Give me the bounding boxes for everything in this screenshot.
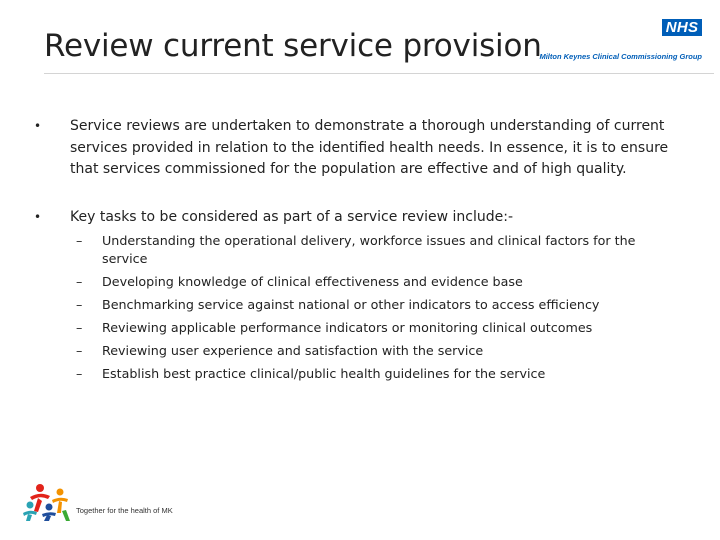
sub-bullet-item (76, 296, 682, 314)
bullet-marker: • (34, 210, 42, 224)
sub-bullet-text: Reviewing applicable performance indicators or monitoring clinical outcomes (102, 320, 593, 335)
sub-bullet-item (76, 273, 682, 291)
sub-bullet-item (76, 232, 682, 268)
people-figures-logo-icon (22, 483, 72, 521)
organisation-name: Milton Keynes Clinical Commissioning Group (539, 52, 702, 61)
dash-marker: – (76, 320, 83, 335)
sub-bullet-list (76, 232, 682, 388)
dash-marker: – (76, 297, 83, 312)
dash-marker: – (76, 343, 83, 358)
dash-marker: – (76, 274, 83, 289)
sub-bullet-text: Benchmarking service against national or other indicators to access efficiency (102, 297, 600, 312)
bullet-item (34, 207, 670, 229)
sub-bullet-text: Establish best practice clinical/public health guidelines for the service (102, 366, 546, 381)
sub-bullet-text: Reviewing user experience and satisfaction with the service (102, 343, 484, 358)
bullet-marker: • (34, 119, 42, 133)
dash-marker: – (76, 366, 83, 381)
bullet-item (34, 116, 670, 181)
bullet-text: Key tasks to be considered as part of a service review include:- (70, 209, 514, 225)
slide-title: Review current service provision (44, 28, 542, 64)
nhs-logo: NHS (662, 19, 702, 36)
dash-marker: – (76, 233, 83, 248)
sub-bullet-item (76, 365, 682, 383)
bullet-text: Service reviews are undertaken to demonstrate a thorough understanding of current services provided in relation to the identified health needs. In essence, it is to ensure that services commissioned for the population are effective and of high quality. (70, 118, 669, 177)
footer-tagline: Together for the health of MK (76, 506, 173, 515)
sub-bullet-text: Understanding the operational delivery, workforce issues and clinical factors for the service (102, 233, 636, 266)
sub-bullet-item (76, 319, 682, 337)
title-divider (44, 73, 714, 74)
sub-bullet-item (76, 342, 682, 360)
sub-bullet-text: Developing knowledge of clinical effectiveness and evidence base (102, 274, 523, 289)
